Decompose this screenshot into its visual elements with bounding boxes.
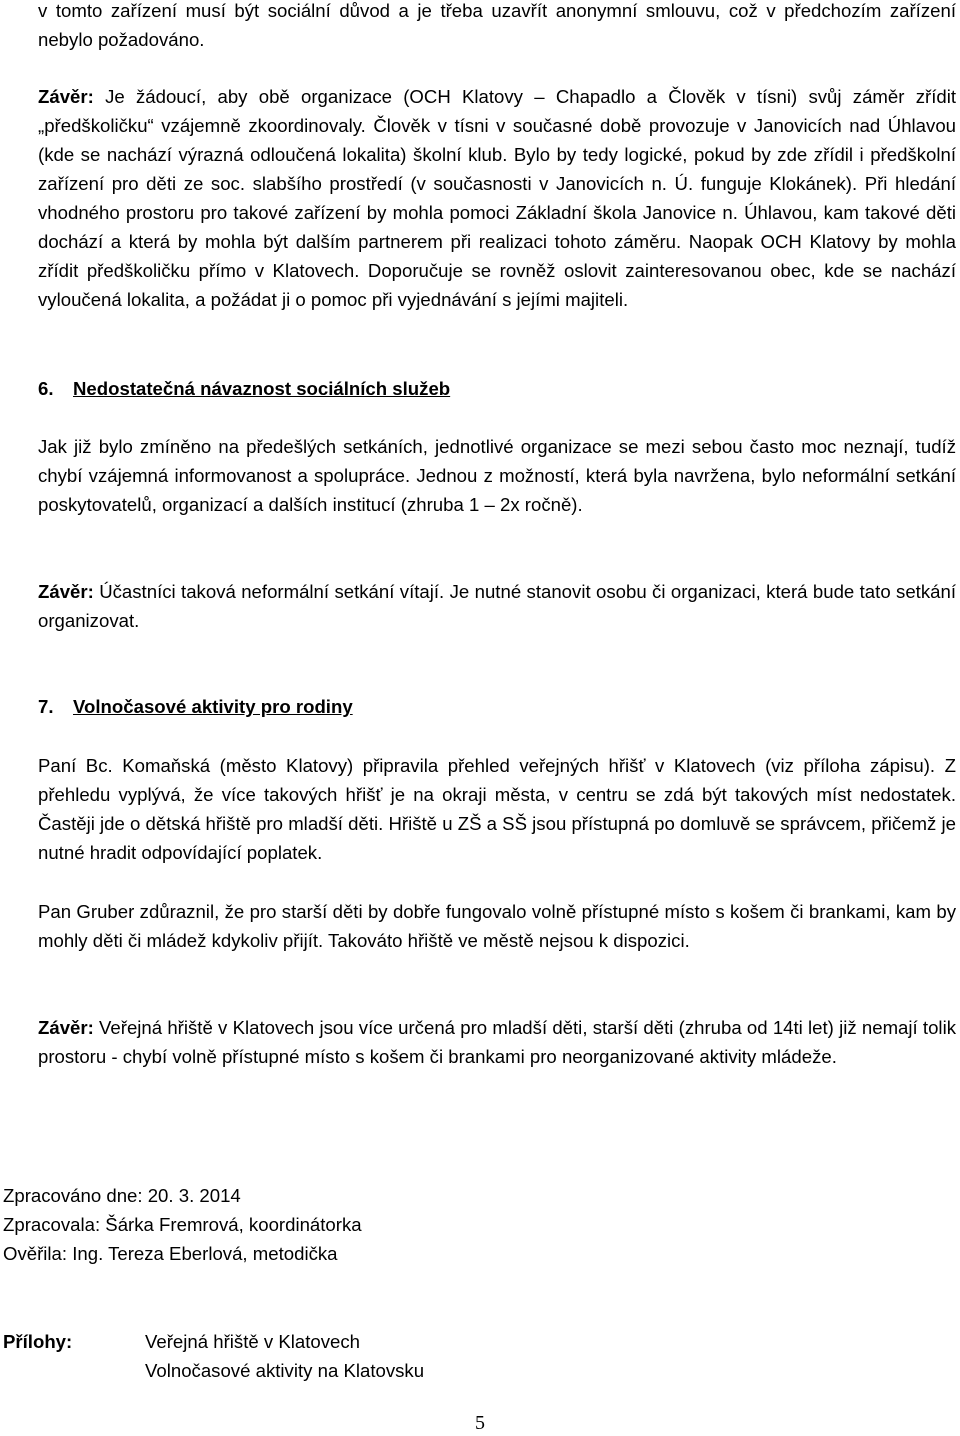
paragraph-network: Jak již bylo zmíněno na předešlých setkáních, jednotlivé organizace se mezi sebou často moc neznají, tudíž chybí vzájemná informovanost a spolupráce. Jednou z možností, která byla navržena, bylo neformální setkání poskytovatelů, organizací a dalších institucí (zhruba 1 – 2x ročně). (38, 436, 956, 515)
page-number: 5 (475, 1412, 485, 1434)
verified-line: Ověřila: Ing. Tereza Eberlová, metodička (3, 1243, 338, 1264)
conclusion-label: Závěr: (38, 1017, 94, 1038)
section-number: 7. (38, 696, 54, 717)
section-title: Nedostatečná návaznost sociálních služeb (73, 378, 451, 399)
section-heading-6 (38, 374, 450, 403)
attachments-list (145, 1327, 424, 1385)
conclusion-label: Závěr: (38, 86, 94, 107)
conclusion-text: Účastníci taková neformální setkání vítají. Je nutné stanovit osobu či organizaci, která bude tato setkání organizovat. (38, 581, 956, 631)
attachments-label: Přílohy: (3, 1331, 73, 1352)
section-title: Volnočasové aktivity pro rodiny (73, 696, 353, 717)
paragraph-conclusion-meetings (38, 577, 956, 635)
paragraph-intro: v tomto zařízení musí být sociální důvod a je třeba uzavřít anonymní smlouvu, což v předchozím zařízení nebylo požadováno. (38, 0, 956, 50)
paragraph-playgrounds: Paní Bc. Komaňská (město Klatovy) připravila přehled veřejných hřišť v Klatovech (viz příloha zápisu). Z přehledu vyplývá, že více takových hřišť je na okraji města, v centru se zdá být takových míst nedostatek. Častěji jde o dětská hřiště pro mladší děti. Hřiště u ZŠ a SŠ jsou přístupná po domluvě se správcem, přičemž je nutné hradit odpovídající poplatek. (38, 755, 956, 863)
attachment-item: Volnočasové aktivity na Klatovsku (145, 1360, 425, 1381)
conclusion-text: Veřejná hřiště v Klatovech jsou více určená pro mladší děti, starší děti (zhruba od 14ti let) již nemají tolik prostoru - chybí volně přístupné místo s košem či brankami pro neorganizované aktivity mládeže. (38, 1017, 956, 1067)
section-heading-7 (38, 692, 353, 721)
paragraph-conclusion-playgrounds (38, 1013, 956, 1071)
processed-date: Zpracováno dne: 20. 3. 2014 (3, 1185, 241, 1206)
attachment-item: Veřejná hřiště v Klatovech (145, 1331, 360, 1352)
paragraph-conclusion-preschool (38, 82, 956, 314)
conclusion-label: Závěr: (38, 581, 94, 602)
paragraph-gruber: Pan Gruber zdůraznil, že pro starší děti by dobře fungovalo volně přístupné místo s košem či brankami, kam by mohly děti či mládež kdykoliv přijít. Takováto hřiště ve městě nejsou k dispozici. (38, 901, 956, 951)
section-number: 6. (38, 378, 54, 399)
author-line: Zpracovala: Šárka Fremrová, koordinátorka (3, 1214, 362, 1235)
conclusion-text: Je žádoucí, aby obě organizace (OCH Klatovy – Chapadlo a Člověk v tísni) svůj záměr zřídit „předškoličku“ vzájemně zkoordinovaly. Člověk v tísni v současné době provozuje v Janovicích nad Úhlavou (kde se nachází výrazná odloučená lokalita) školní klub. Bylo by tedy logické, pokud by zde zřídil i předškolní zařízení pro děti ze soc. slabšího prostředí (v současnosti v Janovicích n. Ú. funguje Klokánek). Při hledání vhodného prostoru pro takové zařízení by mohla pomoci Základní škola Janovice n. Úhlavou, kam takové děti dochází a která by mohla být dalším partnerem při realizaci tohoto záměru. Naopak OCH Klatovy by mohla zřídit předškoličku přímo v Klatovech. Doporučuje se rovněž oslovit zainteresovanou obec, kde se nachází vyloučená lokalita, a požádat ji o pomoc při vyjednávání s jejími majiteli. (38, 86, 956, 310)
